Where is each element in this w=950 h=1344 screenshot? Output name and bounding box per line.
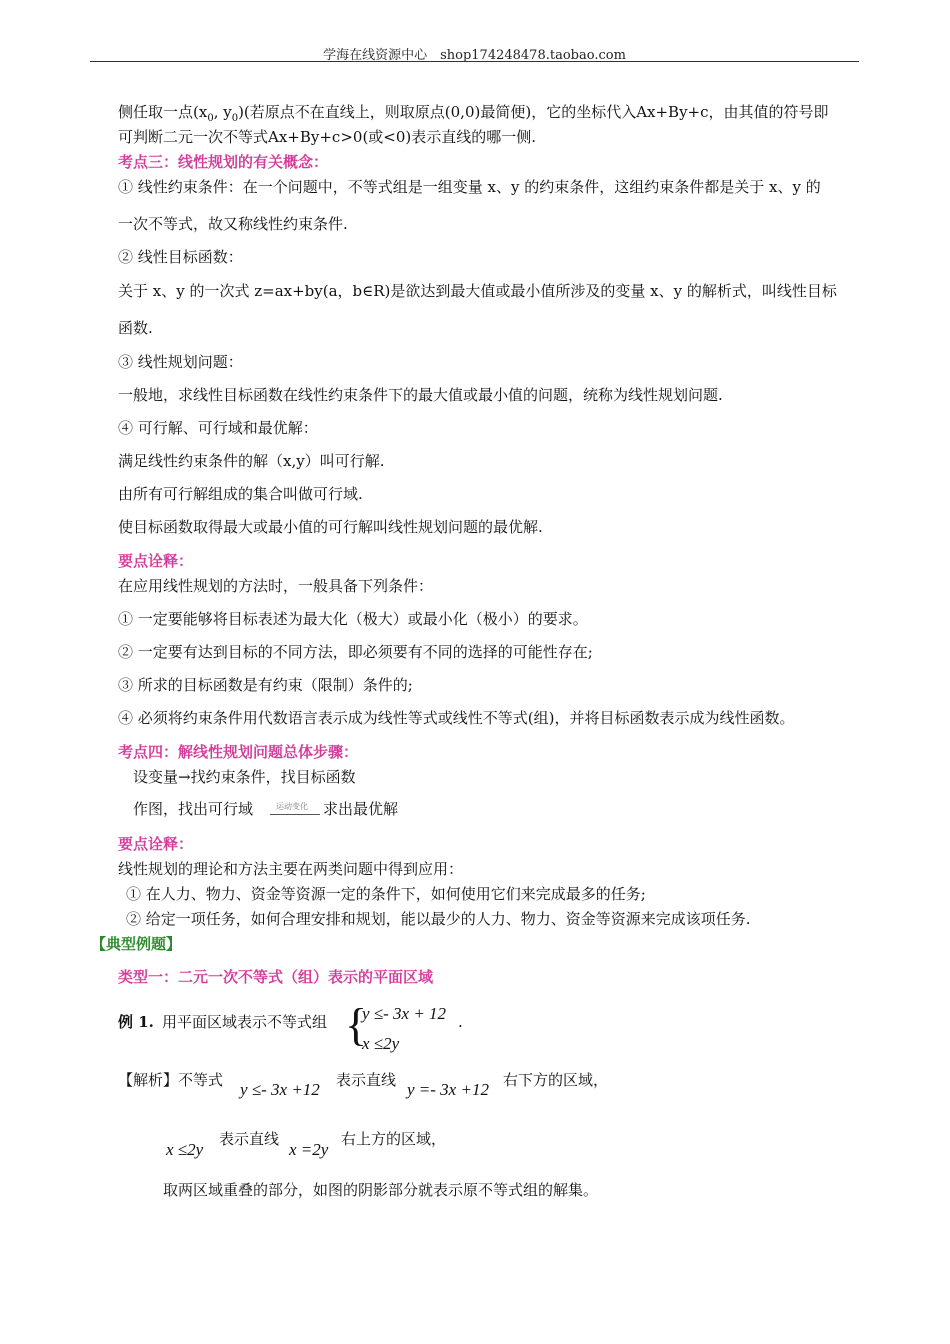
- point3-item4-c: 使目标函数取得最大或最小值的可行解叫线性规划问题的最优解.: [118, 518, 543, 536]
- ex1-brace: {: [345, 999, 368, 1050]
- note1-item-2: ② 一定要有达到目标的不同方法，即必须要有不同的选择的可能性存在;: [118, 643, 593, 661]
- solution-end-2: 右上方的区域，: [341, 1130, 447, 1148]
- point3-item1-a: ① 线性约束条件：在一个问题中，不等式组是一组变量 x、y 的约束条件，这组约束条件都是关于 x、y 的: [118, 178, 821, 196]
- intro-line-2: 可判断二元一次不等式Ax+By+c>0(或<0)表示直线的哪一侧.: [118, 128, 537, 146]
- intro-sub-0: 0: [207, 113, 214, 124]
- point3-item4-a: 满足线性约束条件的解（x,y）叫可行解.: [118, 452, 385, 470]
- ex1-label: 例 1.: [118, 1013, 154, 1031]
- intro-sub-1: 0: [231, 113, 239, 124]
- ex1-end: .: [458, 1013, 463, 1031]
- point4-arrow-label: 运动变化: [276, 802, 308, 811]
- page-header: 学海在线资源中心 shop174248478.taobao.com: [323, 48, 626, 63]
- point3-item4-title: ④ 可行解、可行域和最优解：: [118, 419, 318, 437]
- note1-item-3: ③ 所求的目标函数是有约束（限制）条件的;: [118, 676, 413, 694]
- ex1-ineq-2: x ≤2y: [362, 1034, 400, 1053]
- point3-item2-b: 函数.: [118, 319, 153, 337]
- solution-mid-1: 表示直线: [336, 1071, 397, 1089]
- note1-item-4: ④ 必须将约束条件用代数语言表示成为线性等式或线性不等式(组)，并将目标函数表示成为线性函数。: [118, 709, 795, 727]
- note1-item-1: ① 一定要能够将目标表述为最大化（极大）或最小化（极小）的要求。: [118, 610, 588, 628]
- solution-line-1: y =- 3x +12: [407, 1080, 489, 1099]
- point3-item2-title: ② 线性目标函数：: [118, 248, 243, 266]
- intro-text-b: , y: [213, 103, 232, 121]
- note2-item-2: ② 给定一项任务，如何合理安排和规划，能以最少的人力、物力、资金等资源来完成该项任务.: [126, 910, 751, 928]
- intro-text-c: )(若原点不在直线上，则取原点(0,0)最简便)，它的坐标代入Ax+By+c，由其值的符号即: [238, 103, 829, 121]
- intro-line-1: [118, 102, 829, 129]
- point3-heading: 考点三：线性规划的有关概念：: [118, 153, 329, 171]
- point4-arrow-line: [270, 814, 320, 815]
- solution-mid-2: 表示直线: [219, 1130, 280, 1148]
- point4-heading: 考点四：解线性规划问题总体步骤：: [118, 743, 359, 761]
- note2-item-1: ① 在人力、物力、资金等资源一定的条件下，如何使用它们来完成最多的任务;: [126, 885, 646, 903]
- solution-last: 取两区域重叠的部分，如图的阴影部分就表示原不等式组的解集。: [163, 1181, 599, 1199]
- intro-text-a: 侧任取一点(x: [118, 103, 208, 121]
- point3-item2-a: 关于 x、y 的一次式 z=ax+by(a，b∈R)是欲达到最大值或最小值所涉及的变量 x、y 的解析式，叫线性目标: [118, 282, 837, 300]
- solution-end-1: 右下方的区域，: [503, 1071, 609, 1089]
- point4-step2-a: 作图，找出可行域: [133, 800, 254, 818]
- point3-item4-b: 由所有可行解组成的集合叫做可行域.: [118, 485, 363, 503]
- note1-heading: 要点诠释：: [118, 552, 194, 570]
- ex1-text: 用平面区域表示不等式组: [162, 1013, 328, 1031]
- solution-line-2: x =2y: [289, 1140, 329, 1159]
- point3-item3-a: 一般地，求线性目标函数在线性约束条件下的最大值或最小值的问题，统称为线性规划问题.: [118, 386, 723, 404]
- point4-step2-b: 求出最优解: [323, 800, 399, 818]
- point4-step1: 设变量→找约束条件，找目标函数: [133, 768, 356, 786]
- note2-heading: 要点诠释：: [118, 835, 194, 853]
- point3-item3-title: ③ 线性规划问题：: [118, 353, 243, 371]
- solution-ineq-2: x ≤2y: [166, 1140, 204, 1159]
- solution-label: 【解析】不等式: [118, 1071, 224, 1089]
- header-divider: [90, 61, 859, 62]
- note1-intro: 在应用线性规划的方法时，一般具备下列条件：: [118, 577, 434, 595]
- point3-item1-b: 一次不等式，故又称线性约束条件.: [118, 215, 348, 233]
- type1-heading: 类型一：二元一次不等式（组）表示的平面区域: [118, 968, 434, 986]
- examples-heading: 【典型例题】: [91, 935, 182, 953]
- ex1-ineq-1: y ≤- 3x + 12: [362, 1004, 447, 1023]
- solution-ineq-1: y ≤- 3x +12: [240, 1080, 320, 1099]
- note2-intro: 线性规划的理论和方法主要在两类问题中得到应用：: [118, 860, 464, 878]
